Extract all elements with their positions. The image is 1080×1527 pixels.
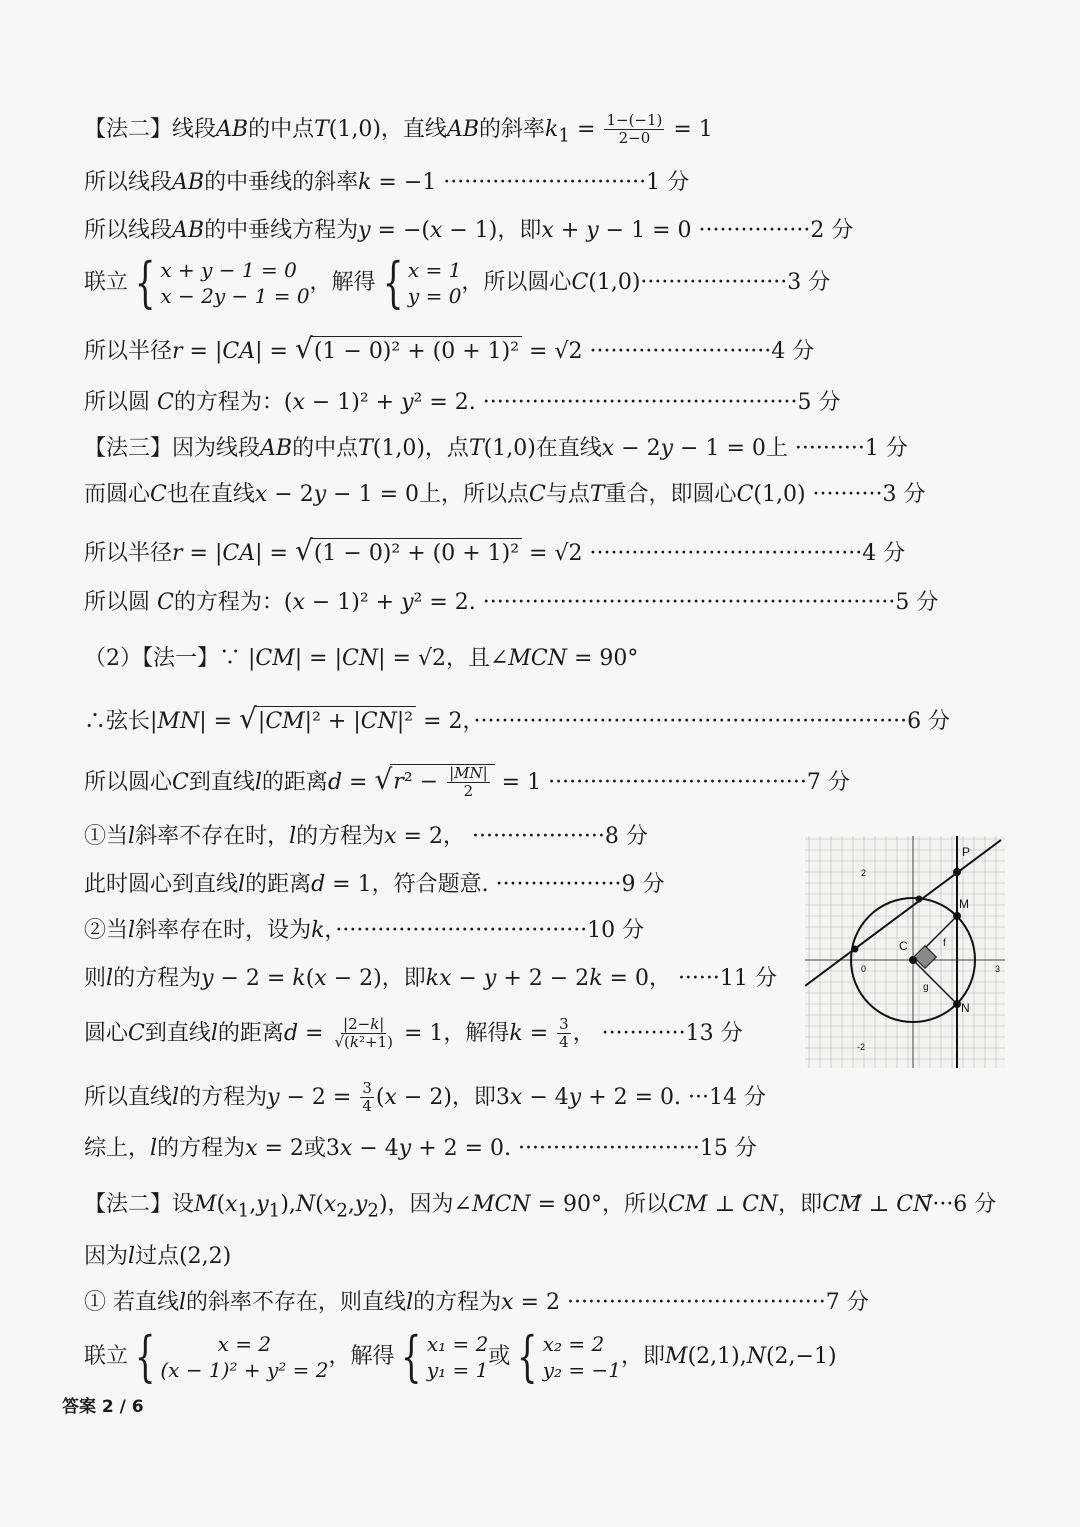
line-render: 所以半径r = |CA| = √(1 − 0)² + (0 + 1)² = √2 ·······································4 分 [84, 534, 906, 567]
point-n [953, 1000, 961, 1008]
line-render: 而圆心C也在直线x − 2y − 1 = 0上，所以点C与点T重合，即圆心C(1,0) ··········3 分 [84, 482, 926, 507]
line-render: 所以圆心C到直线l的距离d = √r² − $\frac{|MN|}{2}$ = 1 ·····································7 分 [84, 762, 850, 800]
line-part2-method1 [84, 644, 638, 674]
label-origin: 0 [861, 964, 867, 974]
line-render: 则l的方程为y − 2 = k(x − 2)，即kx − y + 2 − 2k = 0， ······11 分 [84, 966, 777, 991]
line-render: 所以直线l的方程为y − 2 = $\frac{3}{4}$ (x − 2)，即3x − 4y + 2 = 0. ···14 分 [84, 1079, 766, 1115]
line-passes-point [84, 1242, 231, 1272]
line-render: ∴弦长|MN| = √|CM|² + |CN|² = 2，······························································6 分 [84, 702, 951, 735]
label-tick-neg2: -2 [857, 1042, 866, 1052]
line-render: 所以圆 C的方程为：(x − 1)² + y² = 2. ·············································5 分 [84, 390, 841, 415]
page-footer: 答案 2 / 6 [62, 1397, 144, 1417]
line-render: 此时圆心到直线l的距离d = 1，符合题意. ··················9 分 [84, 872, 665, 897]
line-system-2 [84, 1325, 837, 1388]
label-tick-2: 2 [861, 868, 867, 878]
line-case2 [84, 916, 644, 946]
line-render: 【法二】线段AB的中点T(1,0)，直线AB的斜率$k_1$ = $\frac{1-(-1)}{2-0}$ = 1 [84, 111, 713, 147]
line-chord [84, 704, 950, 737]
line-render: （2）【法一】∵ |CM| = |CN| = √2，且∠MCN = 90° [84, 646, 639, 671]
circle-line-diagram [805, 836, 1005, 1068]
line-render: ① 若直线l的斜率不存在，则直线l的方程为x = 2 ·····································7 分 [84, 1290, 869, 1315]
line-radius [84, 334, 814, 367]
label-c: C [899, 939, 908, 953]
line-summary [84, 1134, 757, 1164]
line-render: 因为l过点(2,2) [84, 1244, 232, 1269]
line-radius-2 [84, 536, 905, 569]
line-method2-part2 [84, 1190, 996, 1226]
line-slope [84, 168, 689, 198]
line-bisector-eq [84, 216, 853, 246]
line-render: 联立 { x = 2 (x − 1)² + y² = 2 ，解得 { x₁ = 2 y₁ = 1 或 { x₂ = 2 y₂ = −1 ，即M(2,1),N(2,−1) [84, 1325, 837, 1388]
label-g: g [923, 982, 929, 993]
line-method2-midpoint [84, 112, 713, 151]
line-center-coincide [84, 480, 925, 510]
line-case1-check [84, 870, 664, 900]
line-render: 【法三】因为线段AB的中点T(1,0)，点T(1,0)在直线x − 2y − 1 = 0上 ··········1 分 [84, 436, 908, 461]
label-tick-3: 3 [995, 964, 1001, 974]
line-solve-k [84, 1016, 743, 1051]
point-intersect-2 [852, 946, 859, 953]
label-n: N [961, 1001, 970, 1015]
line-render: 所以半径r = |CA| = √(1 − 0)² + (0 + 1)² = √2 ··························4 分 [84, 332, 815, 365]
line-render: 所以圆 C的方程为：(x − 1)² + y² = 2. ···························································5 分 [84, 590, 939, 615]
point-c [909, 956, 917, 964]
line-case1 [84, 822, 648, 852]
line-render: 【法二】设$M(x_1,y_1),N(x_2,y_2)$，因为∠MCN = 90°，所以CM ⊥ CN，即CM⃗ ⊥ CN⃗···6 分 [84, 1192, 997, 1222]
label-m: M [959, 897, 969, 911]
point-p [953, 868, 961, 876]
line-render: 圆心C到直线l的距离d = $\frac{|2-k|}{\text{√(k²+1)}}$ = 1，解得k = $\frac{3}{4}$ ， ············13 分 [84, 1015, 743, 1051]
line-render: 综上，l的方程为x = 2或3x − 4y + 2 = 0. ··························15 分 [84, 1136, 757, 1161]
line-render: 所以线段AB的中垂线方程为y = −(x − 1)，即x + y − 1 = 0 ················2 分 [84, 218, 854, 243]
point-m [953, 912, 961, 920]
line-case-vertical [84, 1288, 869, 1318]
label-f: f [943, 938, 946, 949]
line-line-eq [84, 964, 777, 994]
line-render: 联立 { x + y − 1 = 0 x − 2y − 1 = 0 ，解得 { x = 1 y = 0 ，所以圆心C(1,0)·····················3 分 [84, 251, 831, 314]
line-method3 [84, 434, 908, 464]
line-circle-eq-2 [84, 588, 938, 618]
line-distance [84, 764, 850, 800]
label-p: P [962, 845, 971, 859]
line-result-eq [84, 1080, 766, 1115]
point-intersect-1 [916, 896, 923, 903]
line-render: 所以线段AB的中垂线的斜率k = −1 ·····························1 分 [84, 170, 690, 195]
line-render: ①当l斜率不存在时，l的方程为x = 2， ···················8 分 [84, 824, 648, 849]
line-circle-eq [84, 388, 840, 418]
line-render: ②当l斜率存在时，设为k，····································10 分 [84, 918, 645, 943]
line-system-solve [84, 251, 831, 314]
